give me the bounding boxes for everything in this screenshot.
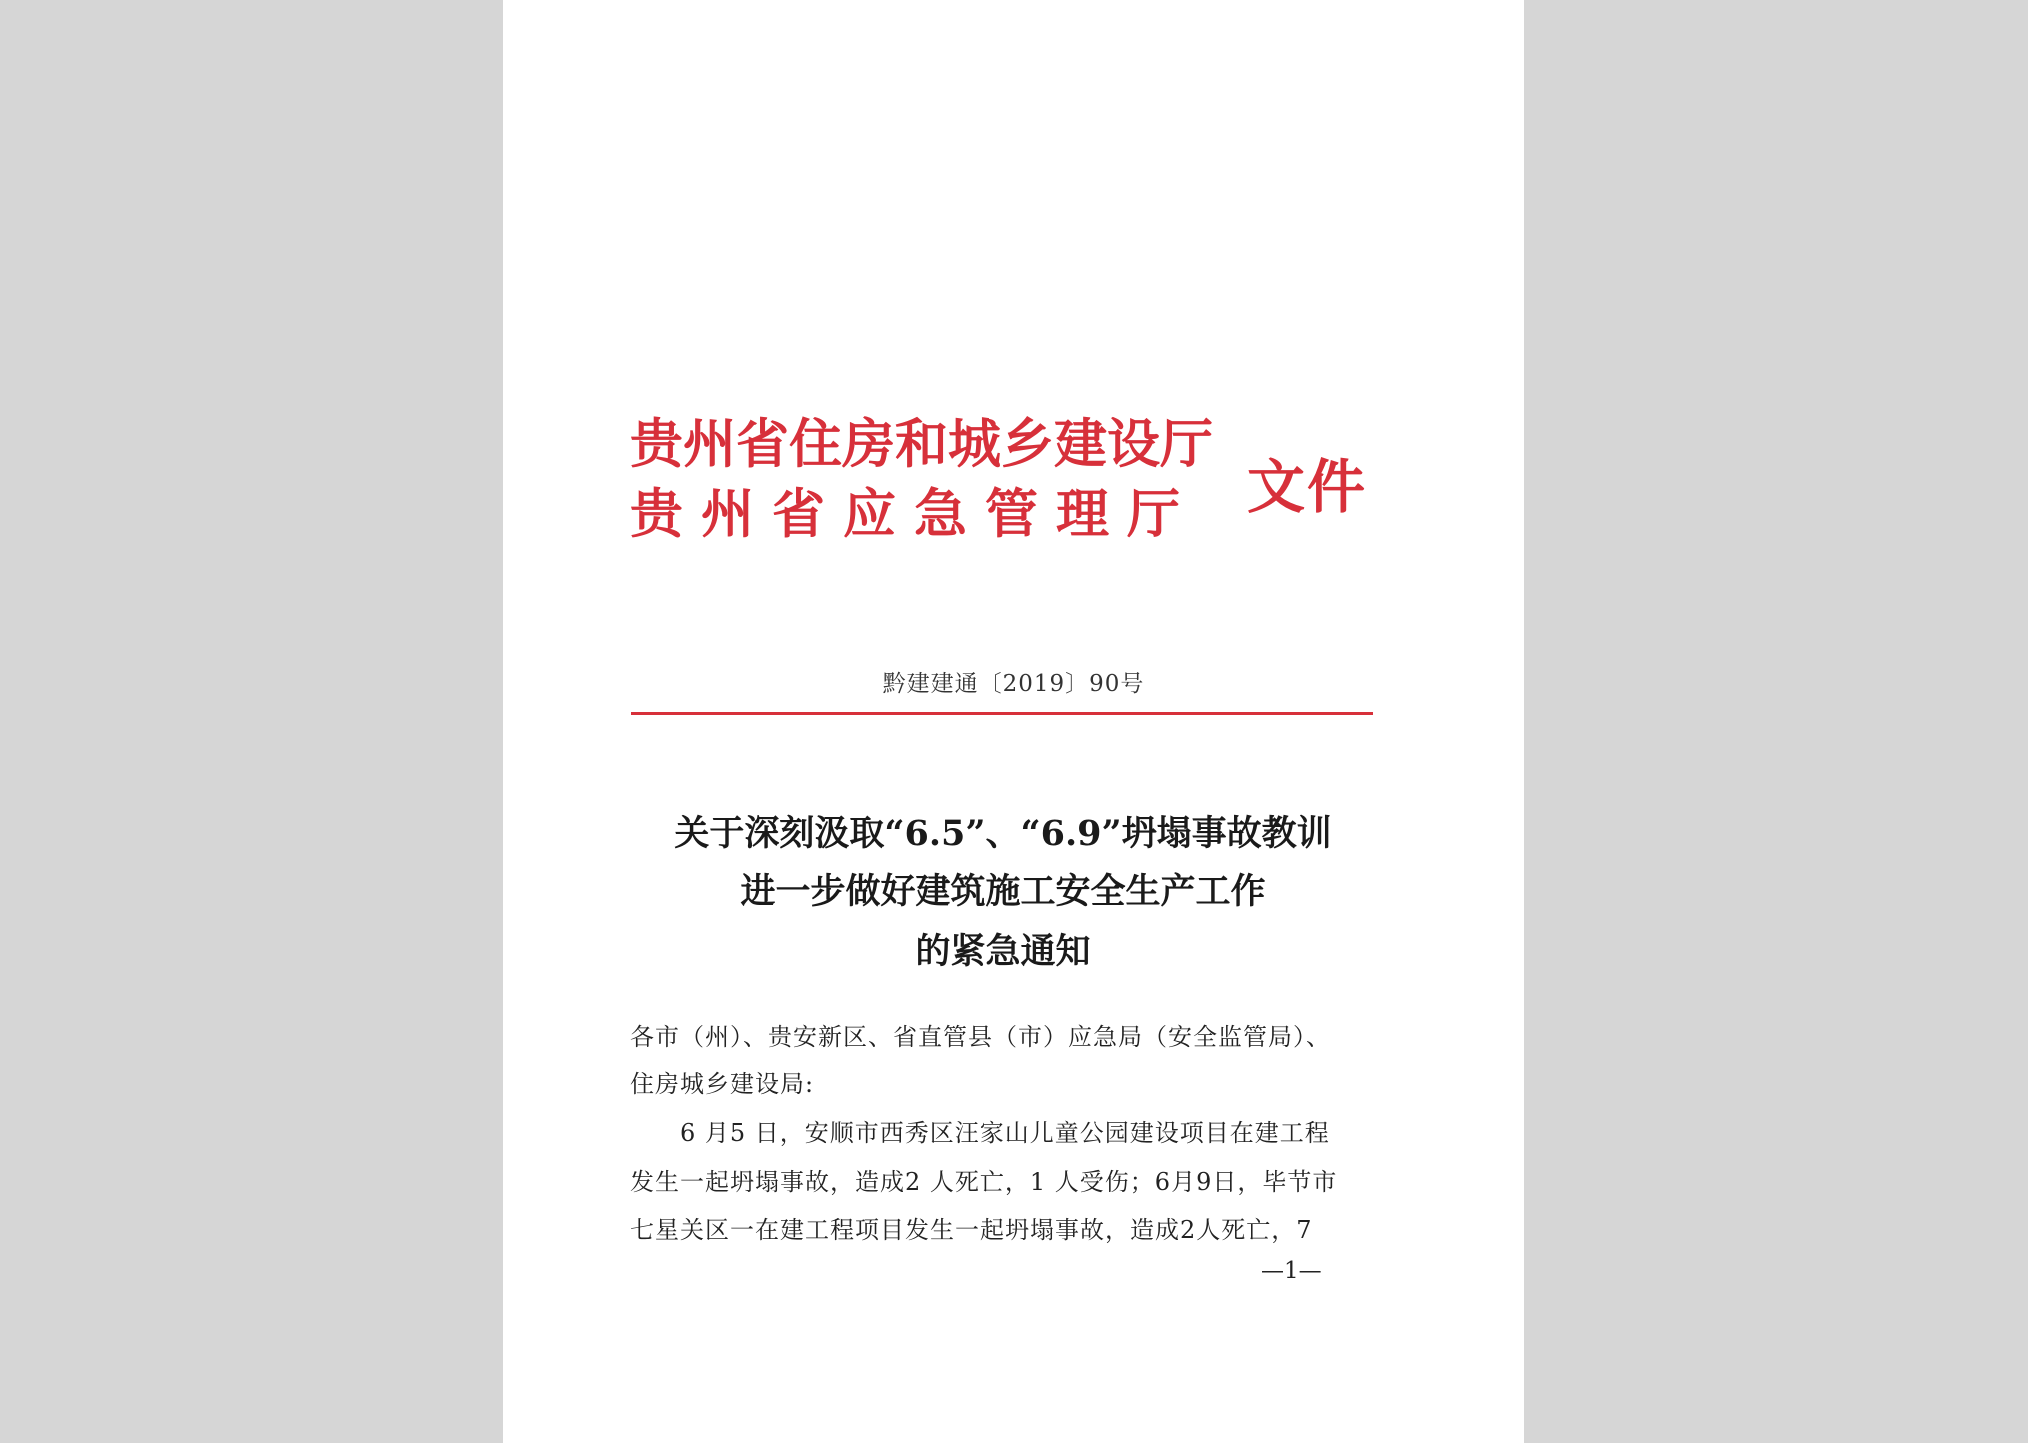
document-page [503,0,1524,1443]
body-paragraph-line-2: 发生一起坍塌事故，造成2 人死亡，1 人受伤；6月9日，毕节市 [630,1168,1338,1196]
issuing-org-1: 贵州省住房和城乡建设厅 [630,413,1213,475]
title-line-1: 关于深刻汲取“6.5”、“6.9”坍塌事故教训 [674,813,1332,854]
red-divider [631,712,1373,715]
title-line-3: 的紧急通知 [915,931,1091,972]
document-number: 黔建建通〔2019〕90号 [882,671,1145,697]
addressee-line-1: 各市（州）、贵安新区、省直管县（市）应急局（安全监管局）、 [630,1023,1331,1051]
document-suffix: 文件 [1247,453,1368,521]
title-line-2: 进一步做好建筑施工安全生产工作 [740,871,1266,912]
page-number: —1— [1261,1258,1322,1284]
body-paragraph-line-1: 6 月5 日，安顺市西秀区汪家山儿童公园建设项目在建工程 [680,1119,1330,1147]
document-header [630,412,1430,562]
addressee-line-2: 住房城乡建设局: [630,1070,815,1098]
issuing-org-2: 贵州省应急管理厅 [630,483,1198,545]
body-paragraph-line-3: 七星关区一在建工程项目发生一起坍塌事故，造成2人死亡，7 [630,1216,1313,1244]
